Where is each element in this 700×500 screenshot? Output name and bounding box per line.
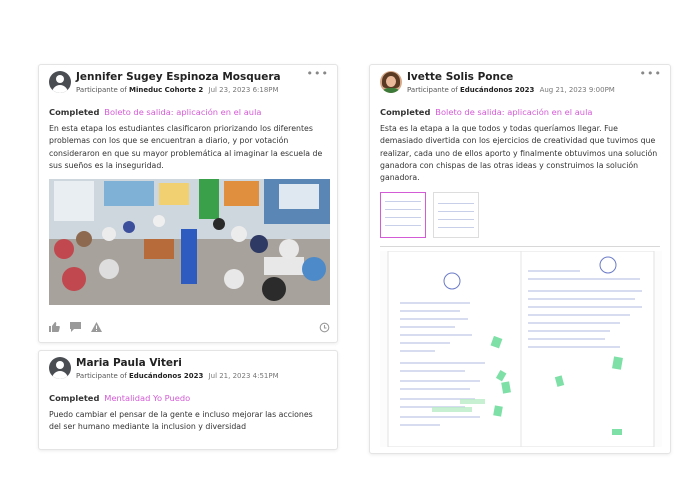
post-card [369, 64, 671, 454]
avatar[interactable] [380, 71, 402, 93]
post-meta [76, 86, 279, 94]
cohort-name: Mineduc Cohorte 2 [128, 86, 204, 94]
comment-icon[interactable] [70, 322, 81, 335]
activity-link[interactable]: Boleto de salida: aplicación en el aula [435, 107, 593, 117]
post-header [370, 65, 670, 107]
author-name[interactable]: Jennifer Sugey Espinoza Mosquera [76, 71, 281, 83]
post-date: Aug 21, 2023 9:00PM [539, 86, 615, 94]
thumbs-up-icon[interactable] [49, 322, 60, 335]
post-meta [407, 86, 615, 94]
attachment-thumbnails [380, 192, 670, 238]
post-text: En esta etapa los estudiantes clasificaron priorizando los diferentes problemas con los que se encuentran a diario, y por votación consideraron en que su mayor problemática al imaginar la escuela de sus sueños es la inseguridad. [49, 124, 323, 170]
attachment-thumbnail[interactable] [433, 192, 479, 238]
completion-status [380, 107, 670, 117]
author-name[interactable]: Ivette Solis Ponce [407, 71, 514, 83]
completion-status [49, 393, 337, 403]
warning-icon[interactable] [91, 322, 102, 335]
attachment-thumbnail[interactable] [380, 192, 426, 238]
activity-link[interactable]: Boleto de salida: aplicación en el aula [104, 107, 262, 117]
post-text: Puedo cambiar el pensar de la gente e incluso mejorar las acciones del ser humano mediante la inclusion y diversidad [49, 410, 313, 432]
status-label: Completed [49, 393, 100, 403]
classroom-photo[interactable] [49, 179, 330, 305]
cohort-name: Educándonos 2023 [459, 86, 535, 94]
post-meta [76, 372, 279, 380]
avatar[interactable] [49, 71, 71, 93]
divider [380, 246, 660, 247]
post-header [39, 65, 337, 107]
more-options-icon[interactable]: ••• [306, 67, 329, 80]
history-icon[interactable] [319, 322, 330, 336]
post-date: Jul 21, 2023 4:51PM [208, 372, 279, 380]
status-label: Completed [49, 107, 100, 117]
notebook-page-graphic [380, 251, 662, 447]
author-name[interactable]: Maria Paula Viteri [76, 357, 182, 369]
post-card [38, 64, 338, 343]
post-header [39, 351, 337, 393]
participant-label: Participante of [76, 86, 127, 94]
post-actions [49, 322, 331, 334]
post-date: Jul 23, 2023 6:18PM [208, 86, 279, 94]
cohort-name: Educándonos 2023 [128, 372, 204, 380]
notebook-page-image[interactable] [380, 251, 662, 447]
post-card [38, 350, 338, 450]
participant-label: Participante of [407, 86, 458, 94]
classroom-photo-graphic [49, 179, 330, 305]
activity-link[interactable]: Mentalidad Yo Puedo [104, 393, 191, 403]
more-options-icon[interactable]: ••• [639, 67, 662, 80]
status-label: Completed [380, 107, 431, 117]
avatar[interactable] [49, 357, 71, 379]
post-text: Esta es la etapa a la que todos y todas queríamos llegar. Fue demasiado divertida con los ejercicios de creatividad que tuvimos que realizar, cada uno de ellos aporto y finalmente obtuvimos una solución ganadora con chispas de las otras ideas y construimos la solución ganadora. [380, 124, 658, 183]
completion-status [49, 107, 337, 117]
participant-label: Participante of [76, 372, 127, 380]
